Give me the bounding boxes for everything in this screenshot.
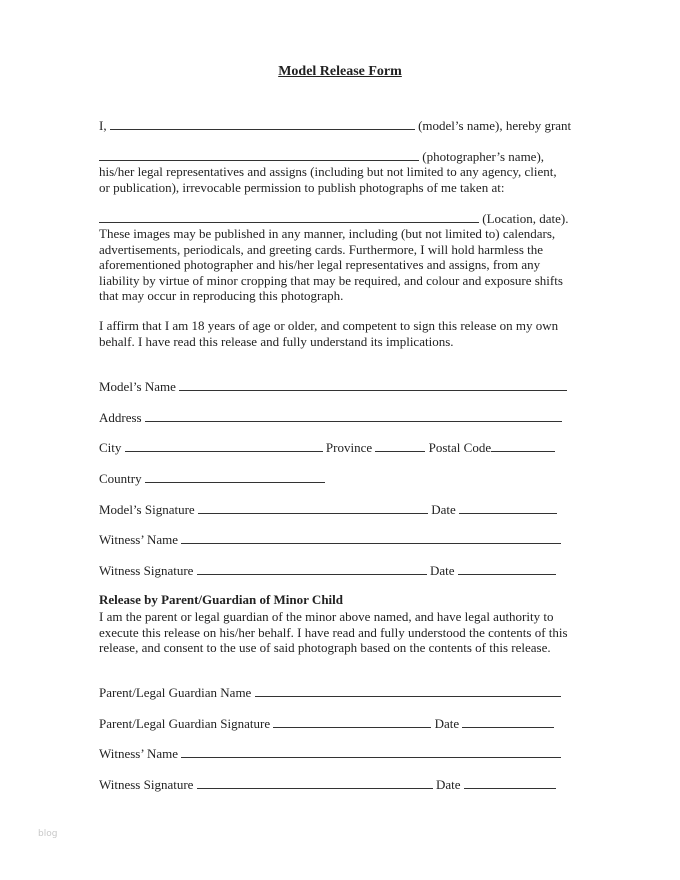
witness-signature-row <box>99 563 556 579</box>
province-field[interactable] <box>375 440 425 452</box>
grant-line-1: his/her legal representatives and assigns (including but not limited to any agency, client, <box>99 164 557 179</box>
date-label: Date <box>431 502 456 517</box>
guardian-witness-name-field[interactable] <box>181 746 561 758</box>
models-signature-label: Model’s Signature <box>99 502 195 517</box>
witness-name-field[interactable] <box>181 532 561 544</box>
guardian-witness-name-row <box>99 746 561 762</box>
guardian-heading: Release by Parent/Guardian of Minor Child <box>99 592 343 607</box>
grant-line-2: or publication), irrevocable permission to publish photographs of me taken at: <box>99 180 505 195</box>
country-field[interactable] <box>145 471 325 483</box>
witness-signature-label: Witness Signature <box>99 563 194 578</box>
address-field[interactable] <box>145 410 562 422</box>
guardian-name-label: Parent/Legal Guardian Name <box>99 685 252 700</box>
postal-code-field[interactable] <box>491 440 555 452</box>
date-label: Date <box>429 563 455 578</box>
photographer-row <box>99 149 544 165</box>
address-label: Address <box>99 410 142 425</box>
guardian-witness-signature-label: Witness Signature <box>99 777 194 792</box>
location-date-blank[interactable] <box>99 211 479 223</box>
watermark: blog <box>38 829 58 839</box>
address-row <box>99 410 562 426</box>
witness-name-label: Witness’ Name <box>99 532 179 547</box>
city-row <box>99 440 555 456</box>
guardian-witness-date-label: Date <box>435 777 461 792</box>
guardian-signature-field[interactable] <box>273 716 431 728</box>
country-row <box>99 471 325 487</box>
postal-code-label: Postal Code <box>428 440 492 455</box>
witness-signature-field[interactable] <box>197 563 427 575</box>
models-name-label: Model’s Name <box>99 379 176 394</box>
country-label: Country <box>99 471 142 486</box>
models-signature-row <box>99 502 557 518</box>
guardian-witness-signature-field[interactable] <box>197 777 433 789</box>
affirmation-paragraph: I affirm that I am 18 years of age or older, and competent to sign this release on my own behalf. I have read this release and fully understand its implications. <box>99 318 559 349</box>
city-field[interactable] <box>125 440 323 452</box>
guardian-name-field[interactable] <box>255 685 561 697</box>
guardian-witness-signature-row <box>99 777 556 793</box>
location-row <box>99 211 569 227</box>
photographers-name-blank[interactable] <box>99 149 419 161</box>
guardian-name-row <box>99 685 561 701</box>
guardian-date-field[interactable] <box>462 716 554 728</box>
witness-name-row <box>99 532 561 548</box>
photographers-name-suffix: (photographer’s name), <box>422 149 545 164</box>
page-title: Model Release Form <box>278 64 402 79</box>
usage-paragraph: These images may be published in any manner, including (but not limited to) calendars, advertisements, periodicals, and greeting cards. Furthermore, I will hold harmless the aforementioned photographer and his/her legal representatives and assigns, from any liability by virtue of minor cropping that may be required, and colour and exposure shifts that may occur in reproducing this photograph. <box>99 226 563 304</box>
models-name-grant-row <box>99 118 571 134</box>
witness-signature-date-field[interactable] <box>458 563 556 575</box>
models-name-row <box>99 379 567 395</box>
models-signature-field[interactable] <box>198 502 428 514</box>
models-name-field[interactable] <box>179 379 567 391</box>
models-name-blank[interactable] <box>110 118 415 130</box>
city-label: City <box>99 440 122 455</box>
province-label: Province <box>325 440 373 455</box>
models-signature-date-field[interactable] <box>459 502 557 514</box>
guardian-paragraph: I am the parent or legal guardian of the minor above named, and have legal authority to execute this release on his/her behalf. I have read and fully understood the contents of this release, and consent to the use of said photograph based on the contents of this release. <box>99 609 568 656</box>
guardian-witness-name-label: Witness’ Name <box>99 746 179 761</box>
guardian-signature-row <box>99 716 554 732</box>
i-label: I, <box>99 118 107 133</box>
guardian-witness-date-field[interactable] <box>464 777 556 789</box>
location-suffix: (Location, date). <box>482 211 569 226</box>
models-name-suffix: (model’s name), hereby grant <box>418 118 572 133</box>
guardian-date-label: Date <box>434 716 460 731</box>
guardian-signature-label: Parent/Legal Guardian Signature <box>99 716 271 731</box>
